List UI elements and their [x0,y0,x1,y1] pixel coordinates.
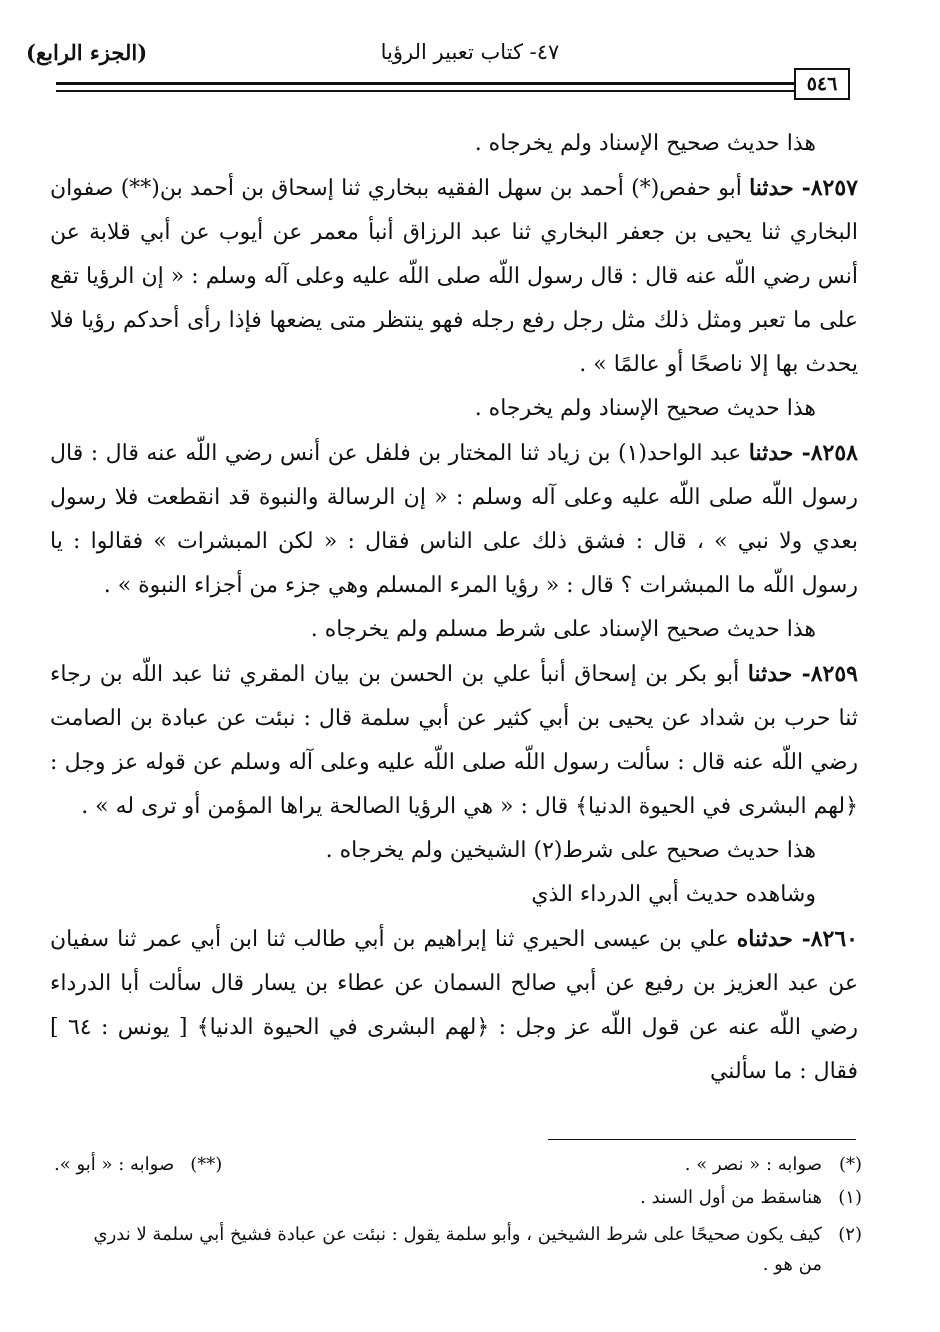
footnote-continuation: من هو . [762,1254,822,1275]
hadith-lead-word: حدثنا [748,440,802,466]
hadith-8259 [50,652,858,829]
header-rule-thin [56,90,796,92]
hadith-text: عبد الواحد(١) بن زياد ثنا المختار بن فلفل عن أنس رضي اللّه عنه قال : قال رسول اللّه صلى اللّه عليه وعلى آله وسلم : « إن الرسالة والنبوة قد انقطعت فلا رسول بعدي ولا نبي » ، قال : فشق ذلك على الناس فقال : « لكن المبشرات » فقالوا : يا رسول اللّه ما المبشرات ؟ قال : « رؤيا المرء المسلم وهي جزء من أجزاء النبوة » . [50,441,858,598]
hadith-grade: هذا حديث صحيح الإسناد ولم يخرجاه . [474,131,816,156]
footnote-double-star [54,1150,222,1180]
footnote-mark: (١) [838,1187,862,1208]
hadith-lead-word: حدثنا [747,661,802,687]
hadith-text: أبو بكر بن إسحاق أنبأ علي بن الحسن بن بيان المقري ثنا عبد اللّه بن رجاء ثنا حرب بن شداد عن يحيى بن أبي كثير عن أبي سلمة قال : نبئت عن عبادة بن الصامت رضي اللّه عنه قال : سألت رسول اللّه صلى اللّه عليه وعلى آله وسلم عن قوله عز وجل : ﴿لهم البشرى في الحيوة الدنيا﴾ قال : « هي الرؤيا الصالحة يراها المؤمن أو ترى له » . [50,662,858,819]
hadith-number: ٨٢٥٩- [801,661,858,687]
hadith-grade: هذا حديث صحيح على شرط(٢) الشيخين ولم يخرجاه . [325,838,816,863]
hadith-grade: هذا حديث صحيح الإسناد على شرط مسلم ولم يخرجاه . [310,617,816,642]
hadith-8258 [50,431,858,608]
footnote-text: صوابه : « أبو ». [54,1154,175,1175]
footnote-text: صوابه : « نصر » . [684,1154,822,1175]
hadith-number: ٨٢٥٨- [801,440,858,466]
hadith-8257 [50,166,858,387]
hadith-number: ٨٢٦٠- [801,926,858,952]
page-number-box [794,68,850,100]
footnote-1 [50,1183,862,1213]
footnote-text: كيف يكون صحيحًا على شرط الشيخين ، وأبو سلمة يقول : نبئت عن عبادة فشيخ أبي سلمة لا ندري [93,1224,822,1245]
footnote-2 [50,1220,862,1280]
running-header-part: (الجزء الرابع) [26,40,148,65]
main-text [50,122,858,1094]
hadith-number: ٨٢٥٧- [801,175,858,201]
page-number: ٥٤٦ [806,73,838,95]
hadith-grade: هذا حديث صحيح الإسناد ولم يخرجاه . [474,396,816,421]
footnote-mark: (**) [190,1154,223,1175]
footnote-text: هناسقط من أول السند . [640,1187,822,1208]
hadith-text: أبو حفص(*) أحمد بن سهل الفقيه ببخاري ثنا إسحاق بن أحمد بن(**) صفوان البخاري ثنا يحيى بن جعفر البخاري ثنا عبد الرزاق أنبأ معمر عن أيوب عن أبي قلابة عن أنس رضي اللّه عنه قال : قال رسول اللّه صلى اللّه عليه وعلى آله وسلم : « إن الرؤيا تقع على ما تعبر ومثل ذلك مثل رجل رفع رجله فهو ينتظر متى يضعها فإذا رأى أحدكم رؤيا فلا يحدث بها إلا ناصحًا أو عالمًا » . [50,176,858,377]
hadith-8260 [50,917,858,1094]
footnote-mark: (٢) [838,1224,862,1245]
hadith-lead-word: حدثنا [749,175,802,201]
hadith-witness-note: وشاهده حديث أبي الدرداء الذي [531,882,816,907]
hadith-text: علي بن عيسى الحيري ثنا إبراهيم بن أبي طالب ثنا ابن أبي عمر ثنا سفيان عن عبد العزيز بن رفيع عن أبي صالح السمان عن عطاء بن يسار قال سألت أبا الدرداء رضي اللّه عنه عن قول اللّه عز وجل : ﴿لهم البشرى في الحيوة الدنيا﴾ [ يونس : ٦٤ ] فقال : ما سألني [50,927,858,1084]
header-rule-thick [56,82,796,85]
footnote-separator [548,1139,856,1140]
hadith-lead-word: حدثناه [736,926,802,952]
running-header-book-title: ٤٧- كتاب تعبير الرؤيا [380,40,560,64]
footnote-mark: (*) [838,1154,862,1175]
